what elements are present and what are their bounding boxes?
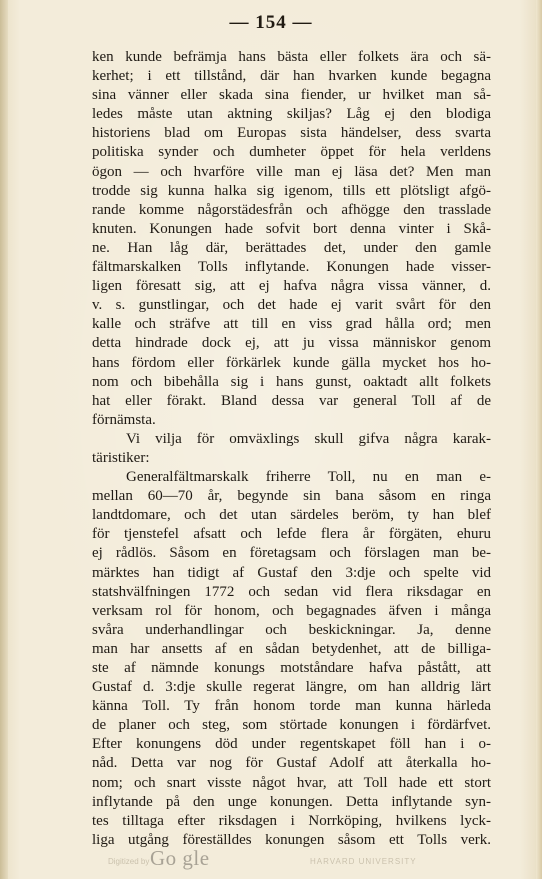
- google-logo: Go gle: [150, 846, 210, 870]
- text-line: ledes måste utan aktning skiljas? Låg ej den blodiga: [92, 106, 491, 123]
- text-line: ej rådlös. Såsom en företagsam och förslagen man be-: [92, 545, 491, 562]
- text-line: de planer och steg, som störtade konungen i fördärfvet.: [92, 717, 491, 734]
- text-line: för tjenstefel afsatt och lefde flera år förgäten, ehuru: [92, 526, 491, 543]
- text-line: fältmarskalken Tolls inflytande. Konungen hade visser-: [92, 259, 491, 276]
- text-line: rande komme någorstädesfrån och afhögge den trasslade: [92, 201, 491, 218]
- text-line: liga utgång föreställdes konungen såsom ett Tolls verk.: [92, 831, 491, 848]
- text-line: Gustaf d. 3:dje skulle regerat längre, om han alldrig lärt: [92, 679, 491, 696]
- text-line: märktes han tidigt af Gustaf den 3:dje och spelte vid: [92, 564, 491, 581]
- library-label: HARVARD UNIVERSITY: [310, 857, 417, 866]
- text-line: historiens blad om Europas sista händelser, dess svarta: [92, 125, 491, 142]
- text-line: statshvälfningen 1772 och sedan vid flera riksdagar en: [92, 583, 491, 600]
- text-line: politiska synder och dumheter öppet för hela verldens: [92, 144, 491, 161]
- text-line: kalle och sträfve att till en viss grad hålla ord; men: [92, 316, 491, 333]
- page-binding-edge: [0, 0, 8, 879]
- text-line: Generalfältmarskalk friherre Toll, nu en man e-: [126, 469, 491, 486]
- text-line: förnämsta.: [92, 411, 156, 428]
- text-line: inflytande på den unge konungen. Detta inflytande syn-: [92, 793, 491, 810]
- text-line: hans fördom eller förkärlek kunde gälla mycket hos ho-: [92, 354, 491, 371]
- text-line: nom och bibehålla sig i hans gunst, oaktadt allt folkets: [92, 373, 491, 390]
- text-line: v. s. gunstlingar, och det hade ej varit svårt för den: [92, 297, 491, 314]
- text-line: Vi vilja för omväxlings skull gifva några karak-: [126, 430, 491, 447]
- text-line: hat eller förakt. Bland dessa var general Toll af de: [92, 392, 491, 409]
- text-line: ste af nämnde konungs motståndare hafva påstått, att: [92, 660, 491, 676]
- text-line: knuten. Konungen hade sofvit bort denna vinter i Skå-: [92, 220, 491, 237]
- text-line: tes tilltaga efter riksdagen i Norrköping, hvilkens lyck-: [92, 812, 491, 829]
- text-line: svåra underhandlingar och beskickningar. Ja, denne: [92, 621, 491, 638]
- text-line: verksam rol för honom, och begagnades äfven i många: [92, 602, 491, 619]
- text-line: nom; och snart visste något hvar, att Toll hade ett stort: [92, 774, 491, 791]
- text-line: ne. Han låg där, berättades det, under den gamle: [92, 239, 491, 256]
- text-line: ligen föresatt sig, att ej hafva några vissa vänner, d.: [92, 278, 491, 295]
- text-line: man har ansetts af en sådan betydenhet, att de billiga-: [92, 640, 491, 657]
- text-line: detta hindrade dock ej, att ju vissa människor genom: [92, 335, 491, 352]
- text-line: sina vänner eller skada sina fiender, ur hvilket man så-: [92, 87, 491, 104]
- scan-watermark: [0, 846, 542, 872]
- text-line: landtdomare, och det utan särdeles beröm, ty han blef: [92, 507, 491, 524]
- page-right-edge: [536, 0, 542, 879]
- digitized-by-label: Digitized by: [108, 857, 150, 866]
- text-line: täristiker:: [92, 449, 150, 466]
- text-line: nåd. Detta var nog för Gustaf Adolf att återkalla ho-: [92, 755, 491, 772]
- text-line: trodde sig kunna halka sig igenom, tills ett plötsligt afgö-: [92, 182, 491, 199]
- text-line: känna Toll. Ty från honom torde man kunna härleda: [92, 698, 491, 715]
- page-number: — 154 —: [229, 12, 313, 33]
- text-line: kerhet; i ett tillstånd, där han hvarken kunde begagna: [92, 68, 491, 85]
- text-line: ken kunde befrämja hans bästa eller folkets ära och sä-: [92, 49, 491, 65]
- text-line: mellan 60—70 år, begynde sin bana såsom en ringa: [92, 488, 491, 505]
- body-text: [92, 48, 491, 850]
- text-line: ögon — och hvarföre ville man ej läsa det? Men man: [92, 163, 491, 180]
- text-line: Efter konungens död under regentskapet föll han i o-: [92, 736, 491, 753]
